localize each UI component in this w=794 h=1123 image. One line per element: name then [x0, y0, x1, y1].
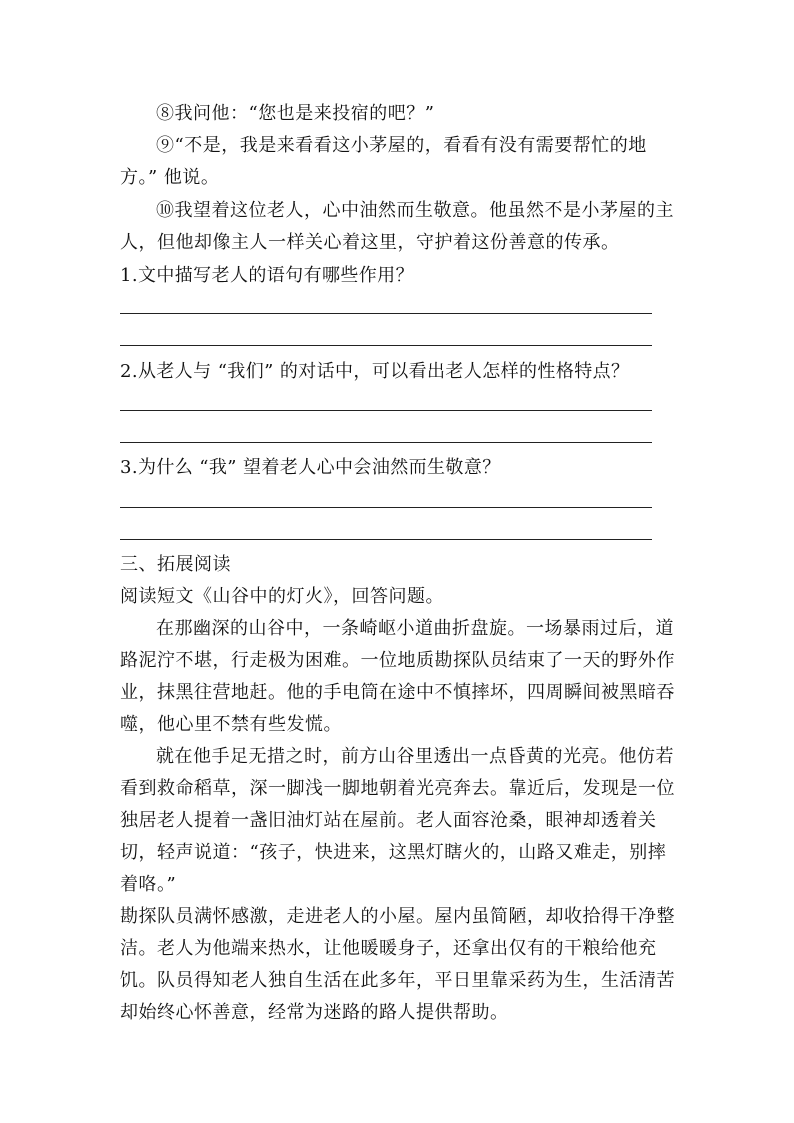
paragraph-10: ⑩我望着这位老人，心中油然而生敬意。他虽然不是小茅屋的主人，但他却像主人一样关心着这里，守护着这份善意的传承。: [120, 200, 674, 253]
reading-instruction: 阅读短文《山谷中的灯火》，回答问题。: [120, 586, 444, 607]
answer-line[interactable]: [120, 345, 652, 346]
answer-line[interactable]: [120, 410, 652, 411]
paragraph-9: ⑨“不是，我是来看看这小茅屋的，看看有没有需要帮忙的地方。” 他说。: [120, 135, 647, 188]
story-paragraph-2: 就在他手足无措之时，前方山谷里透出一点昏黄的光亮。他仿若看到救命稻草，深一脚浅一脚地朝着光亮奔去。靠近后，发现是一位独居老人提着一盏旧油灯站在屋前。老人面容沧桑，眼神却透着关切，轻声说道：“孩子，快进来，这黑灯瞎火的，山路又难走，别摔着咯。”: [120, 746, 675, 895]
question-2: 2.从老人与 “我们” 的对话中，可以看出老人怎样的性格特点？: [120, 361, 630, 382]
answer-line[interactable]: [120, 442, 652, 443]
section-heading: 三、拓展阅读: [120, 554, 231, 575]
story-paragraph-3: 勘探队员满怀感激，走进老人的小屋。屋内虽简陋，却收拾得干净整洁。老人为他端来热水，让他暖暖身子，还拿出仅有的干粮给他充饥。队员得知老人独自生活在此多年，平日里靠采药为生，生活清苦却始终心怀善意，经常为迷路的路人提供帮助。: [120, 906, 675, 1023]
answer-line[interactable]: [120, 539, 652, 540]
question-1: 1.文中描写老人的语句有哪些作用？: [120, 265, 414, 286]
answer-line[interactable]: [120, 313, 652, 314]
answer-line[interactable]: [120, 507, 652, 508]
question-3: 3.为什么 “我” 望着老人心中会油然而生敬意？: [120, 457, 501, 478]
paragraph-8: ⑧我问他：“您也是来投宿的吧？”: [156, 103, 435, 124]
story-paragraph-1: 在那幽深的山谷中，一条崎岖小道曲折盘旋。一场暴雨过后，道路泥泞不堪，行走极为困难。一位地质勘探队员结束了一天的野外作业，抹黑往营地赶。他的手电筒在途中不慎摔坏，四周瞬间被黑暗吞噬，他心里不禁有些发慌。: [120, 618, 675, 735]
